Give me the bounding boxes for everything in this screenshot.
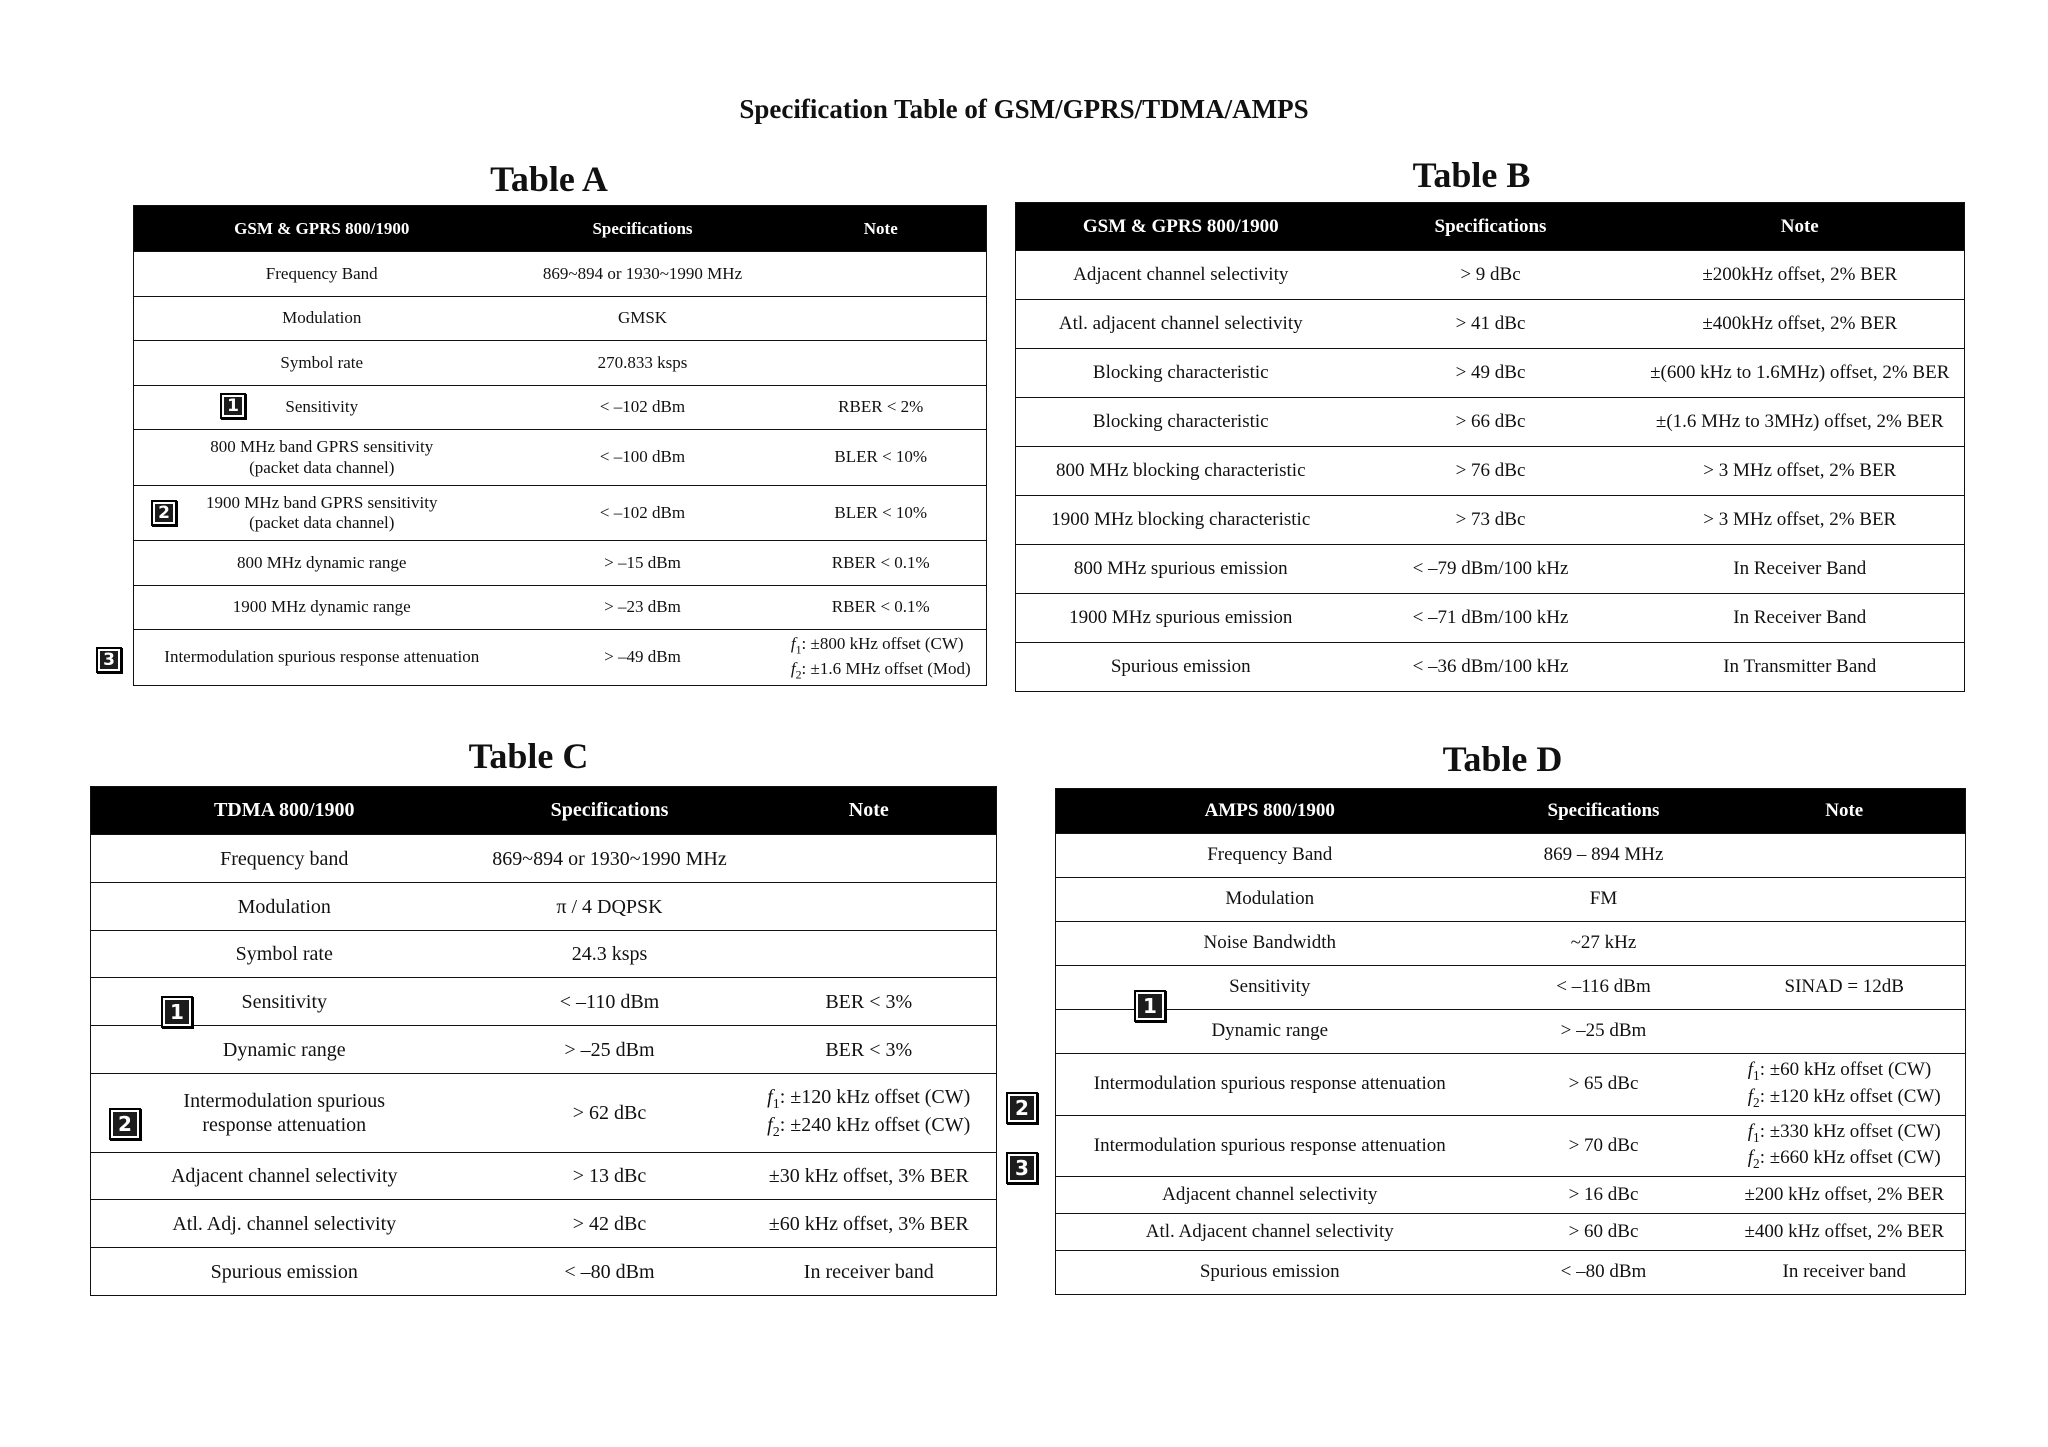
marker-2-badge: 2	[151, 500, 177, 526]
header-parameter: GSM & GPRS 800/1900	[134, 206, 510, 252]
header-note: Note	[1636, 203, 1965, 251]
row-note	[1724, 834, 1966, 878]
row-parameter: 1900 MHz spurious emission	[1016, 594, 1346, 643]
table-row	[1016, 251, 1965, 300]
row-parameter: Symbol rate	[91, 931, 478, 978]
row-note	[742, 1074, 997, 1153]
table-row	[1056, 878, 1966, 922]
row-spec: > 60 dBc	[1484, 1214, 1724, 1251]
table-header-row	[91, 787, 997, 835]
row-note: ±(1.6 MHz to 3MHz) offset, 2% BER	[1636, 398, 1965, 447]
row-parameter: 800 MHz dynamic range	[134, 541, 510, 586]
row-parameter: 1900 MHz dynamic range	[134, 586, 510, 630]
table-row	[134, 541, 987, 586]
table-a-title: Table A	[490, 159, 608, 199]
row-note: RBER < 0.1%	[776, 586, 987, 630]
row-note	[1724, 1010, 1966, 1054]
note-f2-line: $f_2$: ±1.6 MHz offset (Mod)	[790, 658, 971, 681]
table-b	[1015, 202, 1964, 692]
row-spec: > 73 dBc	[1346, 496, 1636, 545]
row-spec: > 13 dBc	[478, 1153, 742, 1200]
table-row	[1056, 1010, 1966, 1054]
table-header-row	[1056, 789, 1966, 834]
note-f1-line: $f_1$: ±60 kHz offset (CW)	[1747, 1059, 1932, 1083]
table-d-title: Table D	[1442, 739, 1563, 779]
row-spec: > 66 dBc	[1346, 398, 1636, 447]
table-row	[91, 1153, 997, 1200]
table-row	[91, 931, 997, 978]
row-spec: > –49 dBm	[510, 630, 776, 686]
row-parameter-line2: (packet data channel)	[249, 513, 395, 532]
row-note	[776, 341, 987, 386]
row-spec: > 62 dBc	[478, 1074, 742, 1153]
table-row	[1056, 834, 1966, 878]
table-row	[1016, 300, 1965, 349]
table-row	[1056, 1177, 1966, 1214]
row-spec: ~27 kHz	[1484, 922, 1724, 966]
frequency-note	[1748, 1058, 1941, 1111]
page-title: Specification Table of GSM/GPRS/TDMA/AMPS	[739, 94, 1309, 124]
row-spec: FM	[1484, 878, 1724, 922]
row-note: ±400kHz offset, 2% BER	[1636, 300, 1965, 349]
row-parameter: Modulation	[1056, 878, 1484, 922]
table-row	[91, 1074, 997, 1153]
row-spec: < –102 dBm	[510, 486, 776, 541]
marker-2-badge: 2	[1006, 1092, 1038, 1124]
row-parameter: Intermodulation spurious response attenuation	[1056, 1116, 1484, 1177]
row-spec: 869~894 or 1930~1990 MHz	[510, 252, 776, 297]
row-spec: > –23 dBm	[510, 586, 776, 630]
table-row	[134, 341, 987, 386]
row-spec: < –102 dBm	[510, 386, 776, 430]
table-row	[1056, 1251, 1966, 1295]
table-row	[1056, 966, 1966, 1010]
header-parameter: GSM & GPRS 800/1900	[1016, 203, 1346, 251]
table-row	[134, 630, 987, 686]
row-parameter: Adjacent channel selectivity	[1056, 1177, 1484, 1214]
row-parameter: Sensitivity	[1056, 966, 1484, 1010]
row-note	[776, 297, 987, 341]
table-row	[1056, 1116, 1966, 1177]
table-row	[91, 978, 997, 1026]
frequency-note	[1748, 1120, 1941, 1173]
row-parameter: Blocking characteristic	[1016, 349, 1346, 398]
table-row	[134, 252, 987, 297]
row-note: ±200 kHz offset, 2% BER	[1724, 1177, 1966, 1214]
row-spec: 869 – 894 MHz	[1484, 834, 1724, 878]
row-spec: < –116 dBm	[1484, 966, 1724, 1010]
row-parameter: Noise Bandwidth	[1056, 922, 1484, 966]
row-parameter: Frequency band	[91, 835, 478, 883]
table-row	[1056, 922, 1966, 966]
note-f1-line: $f_1$: ±120 kHz offset (CW)	[767, 1085, 971, 1112]
table-row	[1016, 594, 1965, 643]
note-f2-line: $f_2$: ±240 kHz offset (CW)	[767, 1114, 971, 1140]
marker-2-badge: 2	[109, 1108, 141, 1140]
row-spec: > 70 dBc	[1484, 1116, 1724, 1177]
row-spec: 869~894 or 1930~1990 MHz	[478, 835, 742, 883]
row-parameter: Dynamic range	[1056, 1010, 1484, 1054]
row-note: > 3 MHz offset, 2% BER	[1636, 447, 1965, 496]
row-spec: > –15 dBm	[510, 541, 776, 586]
row-note	[1724, 878, 1966, 922]
note-f1-line: $f_1$: ±800 kHz offset (CW)	[790, 634, 964, 657]
table-row	[134, 430, 987, 486]
row-note	[1724, 922, 1966, 966]
row-note: SINAD = 12dB	[1724, 966, 1966, 1010]
row-parameter: Atl. Adjacent channel selectivity	[1056, 1214, 1484, 1251]
table-row	[91, 1248, 997, 1296]
table-header-row	[1016, 203, 1965, 251]
header-specifications: Specifications	[478, 787, 742, 835]
marker-3-badge: 3	[96, 647, 122, 673]
table-c-title: Table C	[468, 736, 589, 776]
row-spec: π / 4 DQPSK	[478, 883, 742, 931]
table-row	[134, 486, 987, 541]
table-row	[91, 835, 997, 883]
table-row	[1016, 398, 1965, 447]
row-spec: < –36 dBm/100 kHz	[1346, 643, 1636, 692]
row-spec: < –80 dBm	[478, 1248, 742, 1296]
row-spec: GMSK	[510, 297, 776, 341]
table-row	[91, 1026, 997, 1074]
row-spec: > 65 dBc	[1484, 1054, 1724, 1116]
table-c	[90, 786, 996, 1296]
frequency-note	[791, 633, 971, 682]
row-parameter: Frequency Band	[134, 252, 510, 297]
row-note: RBER < 0.1%	[776, 541, 987, 586]
row-parameter	[134, 430, 510, 486]
row-note: > 3 MHz offset, 2% BER	[1636, 496, 1965, 545]
marker-3-badge: 3	[1006, 1152, 1038, 1184]
row-note: In receiver band	[1724, 1251, 1966, 1295]
row-note: In Transmitter Band	[1636, 643, 1965, 692]
row-spec: < –71 dBm/100 kHz	[1346, 594, 1636, 643]
header-parameter: AMPS 800/1900	[1056, 789, 1484, 834]
row-note	[1724, 1116, 1966, 1177]
row-spec: < –79 dBm/100 kHz	[1346, 545, 1636, 594]
row-note: BER < 3%	[742, 978, 997, 1026]
note-f2-line: $f_2$: ±120 kHz offset (CW)	[1747, 1085, 1941, 1110]
marker-1-badge: 1	[1134, 990, 1166, 1022]
row-note	[742, 931, 997, 978]
row-spec: > 42 dBc	[478, 1200, 742, 1248]
row-note	[742, 883, 997, 931]
table-row	[1016, 643, 1965, 692]
row-parameter-line1: 1900 MHz band GPRS sensitivity	[206, 492, 438, 512]
row-note	[742, 835, 997, 883]
row-note: RBER < 2%	[776, 386, 987, 430]
row-parameter: Spurious emission	[1016, 643, 1346, 692]
row-parameter-line2: response attenuation	[202, 1114, 367, 1136]
row-parameter: 1900 MHz blocking characteristic	[1016, 496, 1346, 545]
row-spec: > –25 dBm	[478, 1026, 742, 1074]
table-row	[1016, 545, 1965, 594]
row-spec: < –80 dBm	[1484, 1251, 1724, 1295]
table-row	[1056, 1214, 1966, 1251]
row-parameter: 800 MHz blocking characteristic	[1016, 447, 1346, 496]
note-f2-line: $f_2$: ±660 kHz offset (CW)	[1747, 1147, 1941, 1171]
table-d	[1055, 788, 1965, 1295]
table-row	[134, 386, 987, 430]
row-parameter: Adjacent channel selectivity	[1016, 251, 1346, 300]
row-note	[776, 630, 987, 686]
row-note: BLER < 10%	[776, 486, 987, 541]
row-parameter: Dynamic range	[91, 1026, 478, 1074]
marker-1-badge: 1	[220, 393, 246, 419]
header-parameter: TDMA 800/1900	[91, 787, 478, 835]
table-row	[1016, 496, 1965, 545]
row-note: BER < 3%	[742, 1026, 997, 1074]
row-note: ±400 kHz offset, 2% BER	[1724, 1214, 1966, 1251]
row-spec: < –110 dBm	[478, 978, 742, 1026]
table-row	[1016, 447, 1965, 496]
row-note: BLER < 10%	[776, 430, 987, 486]
table-row	[1016, 349, 1965, 398]
row-parameter: Adjacent channel selectivity	[91, 1153, 478, 1200]
row-parameter: Modulation	[91, 883, 478, 931]
row-note: In Receiver Band	[1636, 594, 1965, 643]
header-specifications: Specifications	[1484, 789, 1724, 834]
row-parameter: Modulation	[134, 297, 510, 341]
row-note: ±60 kHz offset, 3% BER	[742, 1200, 997, 1248]
row-parameter: Intermodulation spurious response attenuation	[134, 630, 510, 686]
row-note: ±200kHz offset, 2% BER	[1636, 251, 1965, 300]
row-spec: > 49 dBc	[1346, 349, 1636, 398]
row-spec: > 76 dBc	[1346, 447, 1636, 496]
row-spec: 270.833 ksps	[510, 341, 776, 386]
row-parameter: Sensitivity	[91, 978, 478, 1026]
row-note	[776, 252, 987, 297]
row-parameter: Blocking characteristic	[1016, 398, 1346, 447]
table-b-title: Table B	[1412, 155, 1531, 195]
header-specifications: Specifications	[1346, 203, 1636, 251]
row-note: ±(600 kHz to 1.6MHz) offset, 2% BER	[1636, 349, 1965, 398]
row-parameter: Atl. adjacent channel selectivity	[1016, 300, 1346, 349]
row-spec: < –100 dBm	[510, 430, 776, 486]
row-spec: > 16 dBc	[1484, 1177, 1724, 1214]
frequency-note	[767, 1085, 970, 1142]
row-spec: 24.3 ksps	[478, 931, 742, 978]
note-f1-line: $f_1$: ±330 kHz offset (CW)	[1747, 1120, 1941, 1145]
header-note: Note	[1724, 789, 1966, 834]
row-note: ±30 kHz offset, 3% BER	[742, 1153, 997, 1200]
row-note	[1724, 1054, 1966, 1116]
row-note: In receiver band	[742, 1248, 997, 1296]
table-row	[1056, 1054, 1966, 1116]
marker-1-badge: 1	[161, 996, 193, 1028]
table-row	[134, 586, 987, 630]
header-note: Note	[776, 206, 987, 252]
row-parameter: Spurious emission	[91, 1248, 478, 1296]
row-parameter: Sensitivity	[134, 386, 510, 430]
table-row	[91, 1200, 997, 1248]
row-parameter-line1: 800 MHz band GPRS sensitivity	[210, 437, 434, 457]
row-parameter: Spurious emission	[1056, 1251, 1484, 1295]
row-parameter: Atl. Adj. channel selectivity	[91, 1200, 478, 1248]
row-parameter-line2: (packet data channel)	[249, 457, 395, 477]
row-note: In Receiver Band	[1636, 545, 1965, 594]
row-spec: > –25 dBm	[1484, 1010, 1724, 1054]
header-note: Note	[742, 787, 997, 835]
table-a	[133, 205, 986, 686]
row-spec: > 9 dBc	[1346, 251, 1636, 300]
table-header-row	[134, 206, 987, 252]
row-spec: > 41 dBc	[1346, 300, 1636, 349]
table-row	[134, 297, 987, 341]
row-parameter: Frequency Band	[1056, 834, 1484, 878]
row-parameter	[134, 486, 510, 541]
header-specifications: Specifications	[510, 206, 776, 252]
row-parameter: Intermodulation spurious response attenuation	[1056, 1054, 1484, 1116]
row-parameter	[91, 1074, 478, 1153]
row-parameter-line1: Intermodulation spurious	[183, 1090, 386, 1112]
row-parameter: Symbol rate	[134, 341, 510, 386]
table-row	[91, 883, 997, 931]
row-parameter: 800 MHz spurious emission	[1016, 545, 1346, 594]
